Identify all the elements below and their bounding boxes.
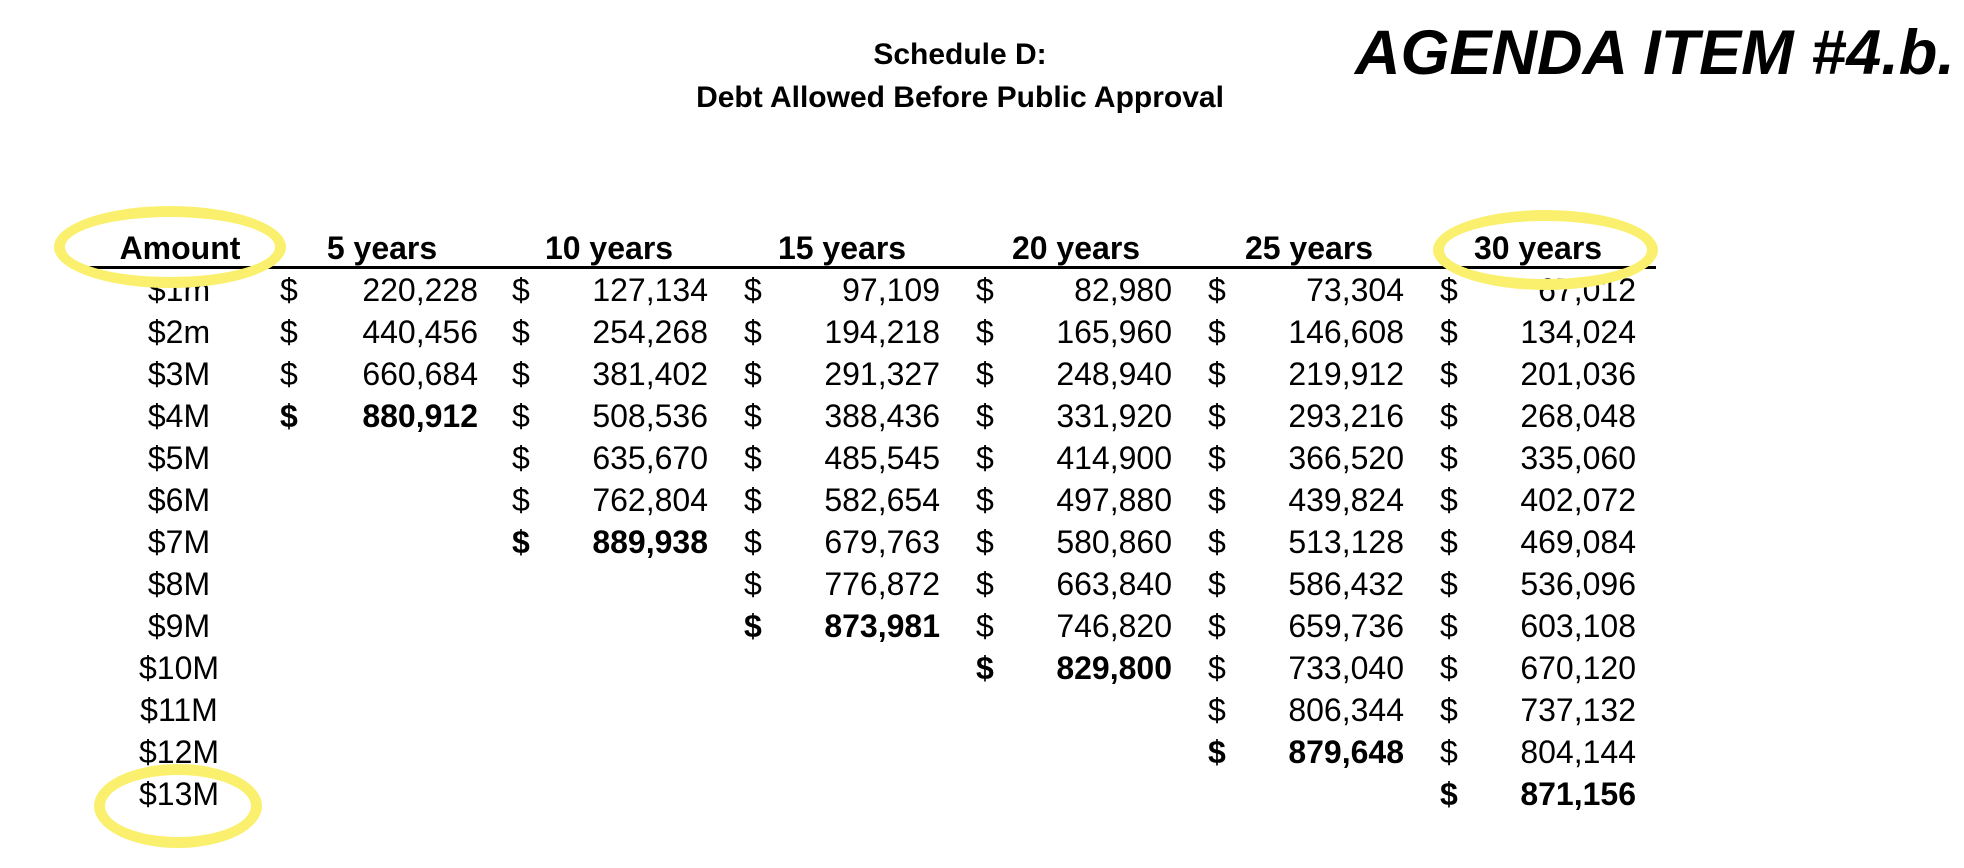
amount-cell: $1m	[147, 272, 211, 308]
value-cell: 659,736	[1288, 608, 1404, 644]
value-cell: 439,824	[1288, 482, 1404, 518]
amount-cell: $13M	[138, 776, 220, 812]
value-cell: 82,980	[1074, 272, 1172, 308]
value-cell: 737,132	[1520, 692, 1636, 728]
value-cell: 580,860	[1056, 524, 1172, 560]
amount-cell: $6M	[147, 482, 211, 518]
value-cell: 219,912	[1288, 356, 1404, 392]
value-cell: 381,402	[592, 356, 708, 392]
currency-symbol: $	[280, 356, 298, 392]
value-cell: 497,880	[1056, 482, 1172, 518]
max-value-cell: 880,912	[362, 398, 478, 434]
currency-symbol: $	[1440, 734, 1458, 770]
column-header-10-years: 10 years	[544, 230, 674, 266]
value-cell: 485,545	[824, 440, 940, 476]
currency-symbol: $	[976, 482, 994, 518]
currency-symbol: $	[744, 398, 762, 434]
value-cell: 414,900	[1056, 440, 1172, 476]
currency-symbol: $	[976, 524, 994, 560]
currency-symbol: $	[1208, 482, 1226, 518]
value-cell: 536,096	[1520, 566, 1636, 602]
currency-symbol: $	[512, 398, 530, 434]
currency-symbol: $	[1440, 692, 1458, 728]
column-header-20-years: 20 years	[1011, 230, 1141, 266]
currency-symbol: $	[1208, 734, 1226, 770]
amount-cell: $3M	[147, 356, 211, 392]
value-cell: 762,804	[592, 482, 708, 518]
value-cell: 73,304	[1306, 272, 1404, 308]
amount-cell: $2m	[147, 314, 211, 350]
currency-symbol: $	[976, 272, 994, 308]
currency-symbol: $	[280, 398, 298, 434]
max-value-cell: 829,800	[1056, 650, 1172, 686]
currency-symbol: $	[1208, 566, 1226, 602]
amount-cell: $8M	[147, 566, 211, 602]
currency-symbol: $	[1208, 524, 1226, 560]
currency-symbol: $	[280, 314, 298, 350]
value-cell: 165,960	[1056, 314, 1172, 350]
value-cell: 733,040	[1288, 650, 1404, 686]
currency-symbol: $	[1208, 692, 1226, 728]
value-cell: 660,684	[362, 356, 478, 392]
value-cell: 804,144	[1520, 734, 1636, 770]
column-header-30-years: 30 years	[1473, 230, 1603, 266]
value-cell: 291,327	[824, 356, 940, 392]
value-cell: 97,109	[842, 272, 940, 308]
schedule-title-line2: Debt Allowed Before Public Approval	[696, 81, 1224, 114]
max-value-cell: 889,938	[592, 524, 708, 560]
max-value-cell: 873,981	[824, 608, 940, 644]
currency-symbol: $	[976, 314, 994, 350]
value-cell: 440,456	[362, 314, 478, 350]
amount-cell: $12M	[138, 734, 220, 770]
currency-symbol: $	[1440, 398, 1458, 434]
value-cell: 194,218	[824, 314, 940, 350]
column-header-amount: Amount	[119, 230, 241, 266]
value-cell: 513,128	[1288, 524, 1404, 560]
max-value-cell: 871,156	[1520, 776, 1636, 812]
currency-symbol: $	[744, 524, 762, 560]
value-cell: 335,060	[1520, 440, 1636, 476]
currency-symbol: $	[976, 356, 994, 392]
schedule-title-line1: Schedule D:	[873, 38, 1047, 71]
value-cell: 586,432	[1288, 566, 1404, 602]
currency-symbol: $	[1208, 356, 1226, 392]
value-cell: 248,940	[1056, 356, 1172, 392]
value-cell: 663,840	[1056, 566, 1172, 602]
currency-symbol: $	[1208, 608, 1226, 644]
value-cell: 220,228	[362, 272, 478, 308]
amount-cell: $9M	[147, 608, 211, 644]
currency-symbol: $	[976, 650, 994, 686]
currency-symbol: $	[512, 314, 530, 350]
value-cell: 146,608	[1288, 314, 1404, 350]
value-cell: 402,072	[1520, 482, 1636, 518]
value-cell: 670,120	[1520, 650, 1636, 686]
currency-symbol: $	[1440, 650, 1458, 686]
value-cell: 331,920	[1056, 398, 1172, 434]
currency-symbol: $	[976, 440, 994, 476]
amount-cell: $7M	[147, 524, 211, 560]
currency-symbol: $	[1440, 524, 1458, 560]
currency-symbol: $	[512, 356, 530, 392]
currency-symbol: $	[1440, 272, 1458, 308]
currency-symbol: $	[1208, 650, 1226, 686]
currency-symbol: $	[512, 440, 530, 476]
value-cell: 582,654	[824, 482, 940, 518]
column-header-25-years: 25 years	[1244, 230, 1374, 266]
value-cell: 388,436	[824, 398, 940, 434]
value-cell: 508,536	[592, 398, 708, 434]
currency-symbol: $	[1440, 566, 1458, 602]
value-cell: 127,134	[592, 272, 708, 308]
currency-symbol: $	[744, 356, 762, 392]
value-cell: 776,872	[824, 566, 940, 602]
currency-symbol: $	[1208, 272, 1226, 308]
currency-symbol: $	[1440, 440, 1458, 476]
value-cell: 67,012	[1538, 272, 1636, 308]
currency-symbol: $	[744, 608, 762, 644]
currency-symbol: $	[744, 272, 762, 308]
currency-symbol: $	[512, 272, 530, 308]
agenda-item-label: AGENDA ITEM #4.b.	[1355, 18, 1955, 88]
currency-symbol: $	[976, 566, 994, 602]
currency-symbol: $	[976, 398, 994, 434]
header-underline	[88, 266, 1656, 269]
amount-cell: $11M	[140, 692, 218, 728]
currency-symbol: $	[512, 482, 530, 518]
amount-cell: $10M	[138, 650, 220, 686]
max-value-cell: 879,648	[1288, 734, 1404, 770]
amount-cell: $4M	[147, 398, 211, 434]
currency-symbol: $	[744, 314, 762, 350]
currency-symbol: $	[744, 566, 762, 602]
currency-symbol: $	[1208, 398, 1226, 434]
value-cell: 603,108	[1520, 608, 1636, 644]
value-cell: 469,084	[1520, 524, 1636, 560]
currency-symbol: $	[512, 524, 530, 560]
value-cell: 635,670	[592, 440, 708, 476]
currency-symbol: $	[280, 272, 298, 308]
amount-cell: $5M	[147, 440, 211, 476]
value-cell: 134,024	[1520, 314, 1636, 350]
value-cell: 806,344	[1288, 692, 1404, 728]
value-cell: 254,268	[592, 314, 708, 350]
currency-symbol: $	[1440, 776, 1458, 812]
column-header-15-years: 15 years	[777, 230, 907, 266]
currency-symbol: $	[744, 482, 762, 518]
value-cell: 366,520	[1288, 440, 1404, 476]
currency-symbol: $	[1440, 608, 1458, 644]
currency-symbol: $	[1440, 314, 1458, 350]
currency-symbol: $	[976, 608, 994, 644]
currency-symbol: $	[1208, 314, 1226, 350]
column-header-5-years: 5 years	[326, 230, 438, 266]
currency-symbol: $	[1440, 482, 1458, 518]
value-cell: 201,036	[1520, 356, 1636, 392]
currency-symbol: $	[1208, 440, 1226, 476]
value-cell: 293,216	[1288, 398, 1404, 434]
value-cell: 679,763	[824, 524, 940, 560]
value-cell: 746,820	[1056, 608, 1172, 644]
currency-symbol: $	[744, 440, 762, 476]
value-cell: 268,048	[1520, 398, 1636, 434]
currency-symbol: $	[1440, 356, 1458, 392]
